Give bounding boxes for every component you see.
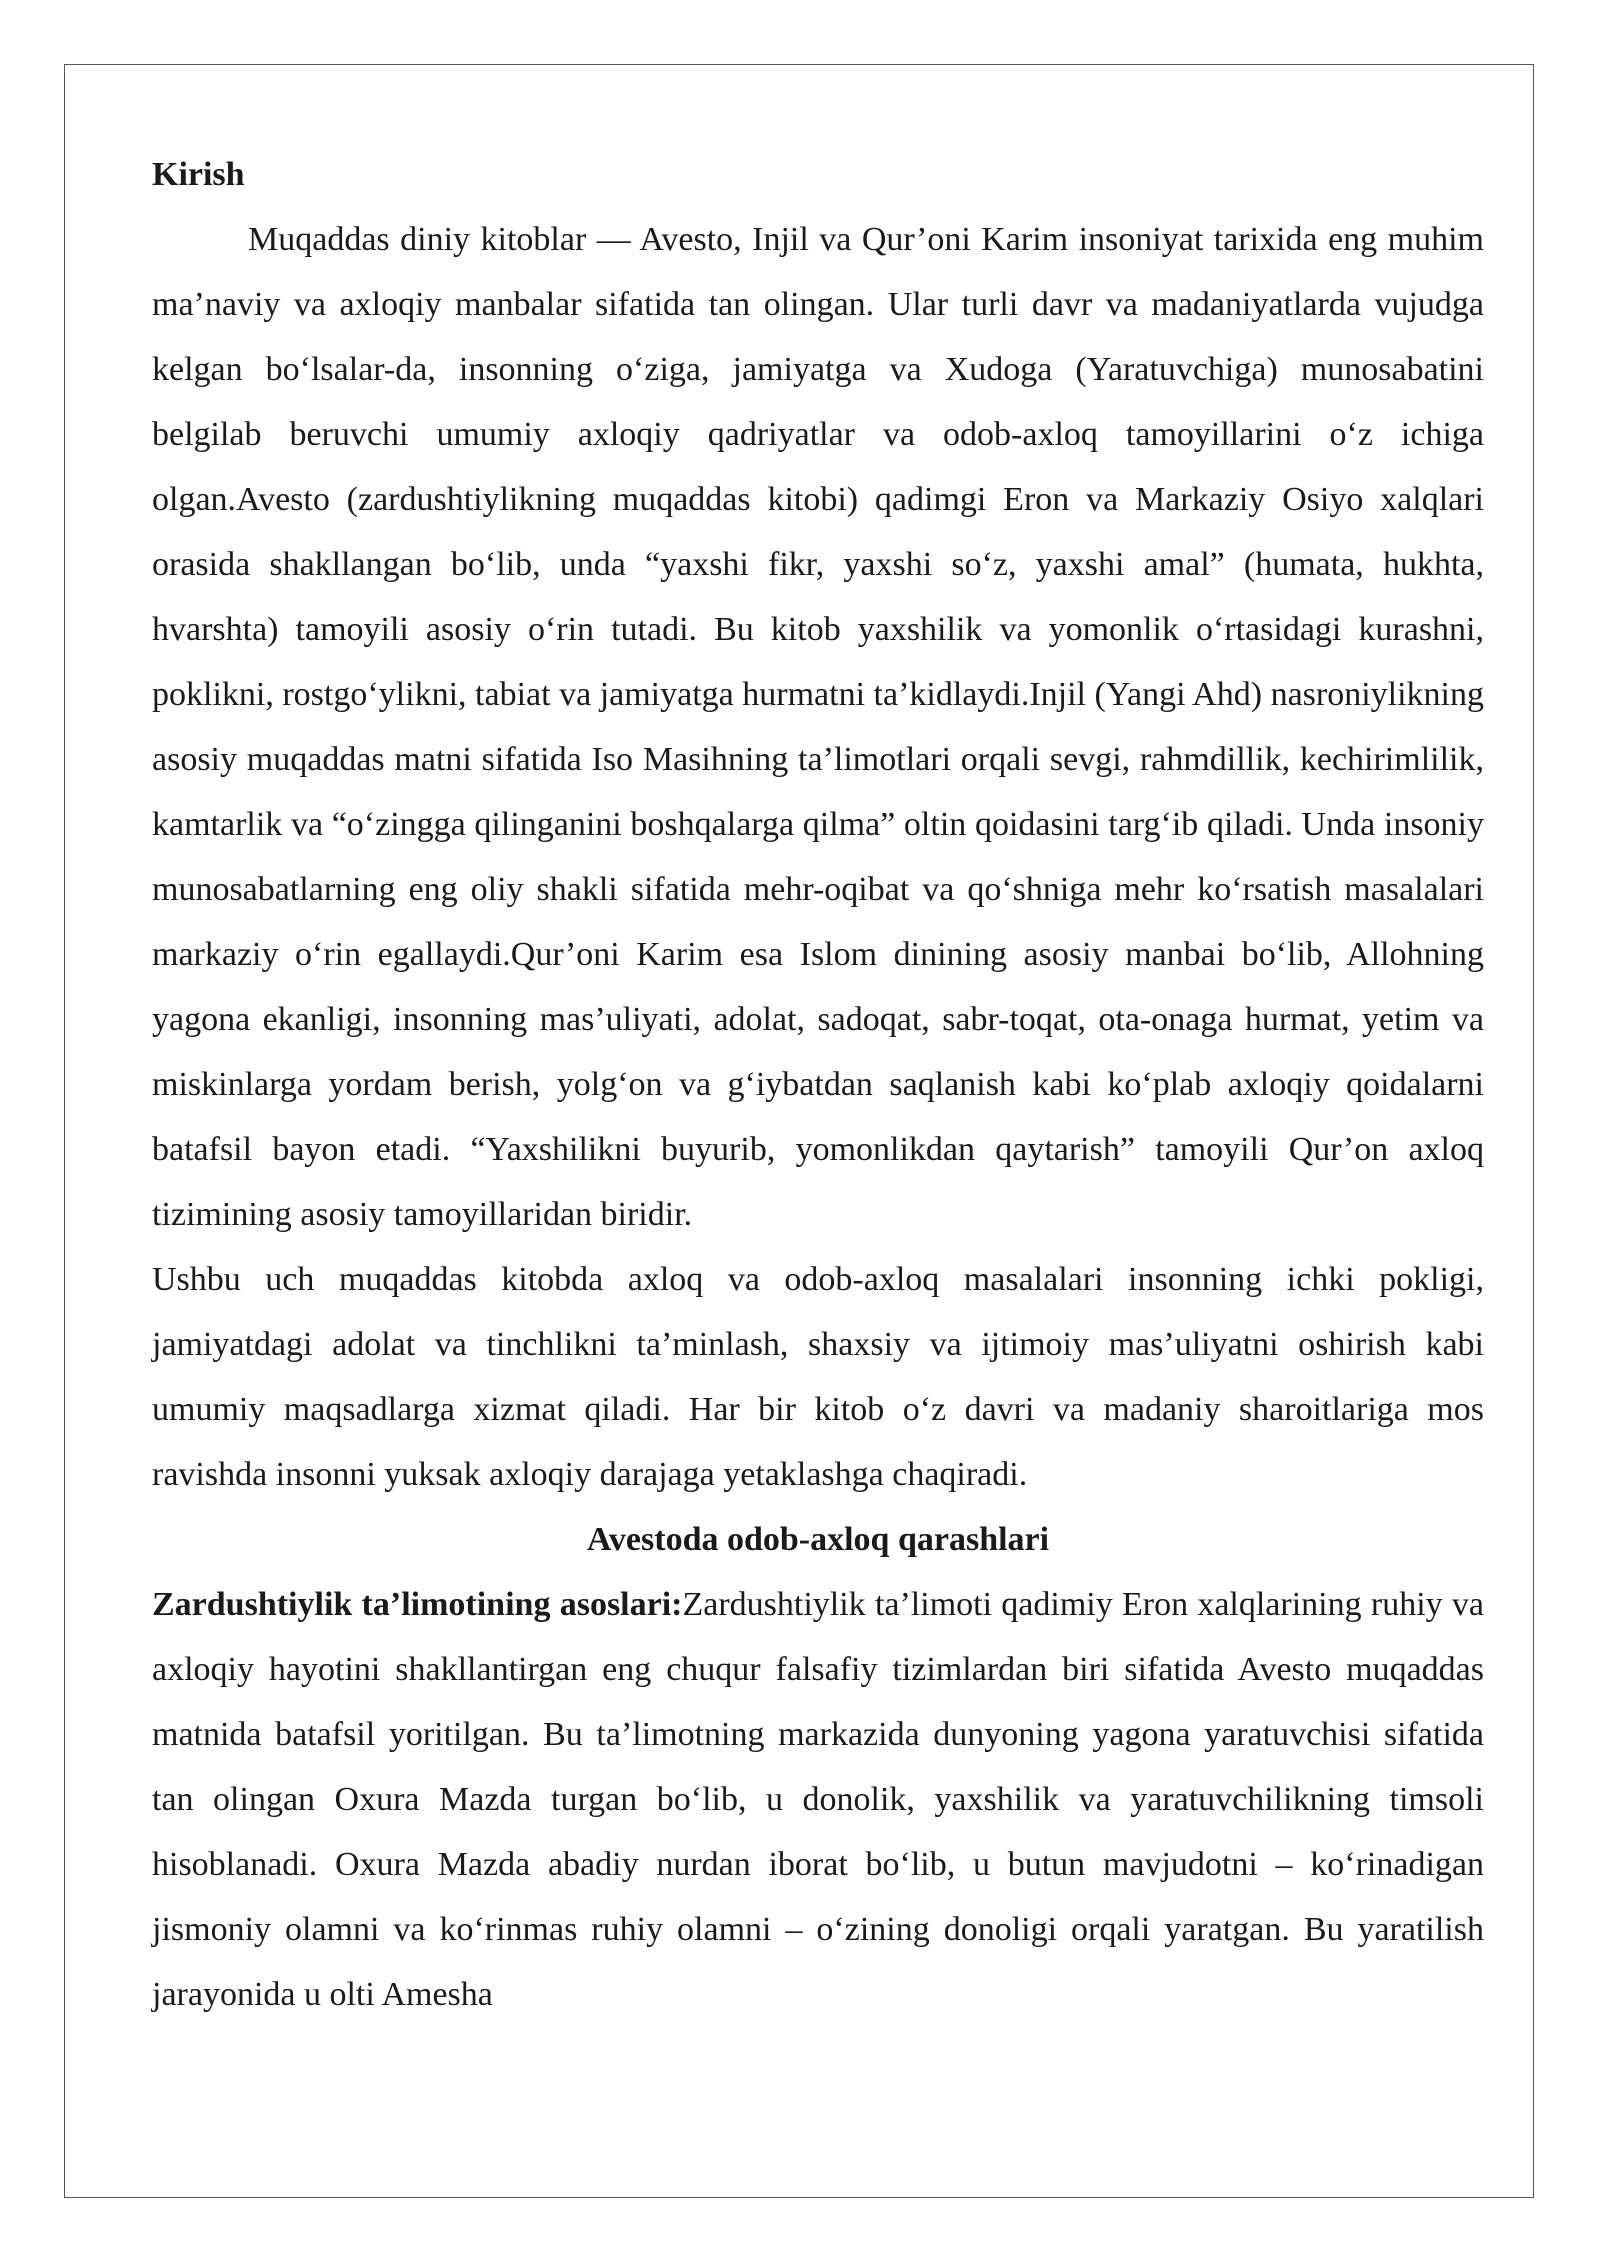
document-body: [152, 142, 1484, 2027]
summary-paragraph: Ushbu uch muqaddas kitobda axloq va odob-axloq masalalari insonning ichki pokligi, jamiyatdagi adolat va tinchlikni ta’minlash, shaxsiy va ijtimoiy mas’uliyatni oshirish kabi umumiy maqsadlarga xizmat qiladi. Har bir kitob o‘z davri va madaniy sharoitlariga mos ravishda insonni yuksak axloqiy darajaga yetaklashga chaqiradi.: [152, 1261, 1484, 1493]
section-paragraph: [152, 1572, 1484, 2027]
intro-paragraph: Muqaddas diniy kitoblar — Avesto, Injil va Qur’oni Karim insoniyat tarixida eng muhim ma’naviy va axloqiy manbalar sifatida tan olingan. Ular turli davr va madaniyatlarda vujudga kelgan bo‘lsalar-da, insonning o‘ziga, jamiyatga va Xudoga (Yaratuvchiga) munosabatini belgilab beruvchi umumiy axloqiy qadriyatlar va odob-axloq tamoyillarini o‘z ichiga olgan.Avesto (zardushtiylikning muqaddas kitobi) qadimgi Eron va Markaziy Osiyo xalqlari orasida shakllangan bo‘lib, unda “yaxshi fikr, yaxshi so‘z, yaxshi amal” (humata, hukhta, hvarshta) tamoyili asosiy o‘rin tutadi. Bu kitob yaxshilik va yomonlik o‘rtasidagi kurashni, poklikni, rostgo‘ylikni, tabiat va jamiyatga hurmatni ta’kidlaydi.Injil (Yangi Ahd) nasroniylikning asosiy muqaddas matni sifatida Iso Masihning ta’limotlari orqali sevgi, rahmdillik, kechirimlilik, kamtarlik va “o‘zingga qilinganini boshqalarga qilma” oltin qoidasini targ‘ib qiladi. Unda insoniy munosabatlarning eng oliy shakli sifatida mehr-oqibat va qo‘shniga mehr ko‘rsatish masalalari markaziy o‘rin egallaydi.Qur’oni Karim esa Islom dinining asosiy manbai bo‘lib, Allohning yagona ekanligi, insonning mas’uliyati, adolat, sadoqat, sabr-toqat, ota-onaga hurmat, yetim va miskinlarga yordam berish, yolg‘on va g‘iybatdan saqlanish kabi ko‘plab axloqiy qoidalarni batafsil bayon etadi. “Yaxshilikni buyurib, yomonlikdan qaytarish” tamoyili Qur’on axloq tizimining asosiy tamoyillaridan biridir.: [152, 221, 1484, 1233]
section-heading: Avestoda odob-axloq qarashlari: [586, 1521, 1050, 1558]
section-lead: Zardushtiylik ta’limotining asoslari:: [152, 1586, 683, 1623]
intro-heading: Kirish: [152, 156, 245, 193]
section-body: Zardushtiylik ta’limoti qadimiy Eron xalqlarining ruhiy va axloqiy hayotini shakllantirgan eng chuqur falsafiy tizimlardan biri sifatida Avesto muqaddas matnida batafsil yoritilgan. Bu ta’limotning markazida dunyoning yagona yaratuvchisi sifatida tan olingan Oxura Mazda turgan bo‘lib, u donolik, yaxshilik va yaratuvchilikning timsoli hisoblanadi. Oxura Mazda abadiy nurdan iborat bo‘lib, u butun mavjudotni – ko‘rinadigan jismoniy olamni va ko‘rinmas ruhiy olamni – o‘zining donoligi orqali yaratgan. Bu yaratilish jarayonida u olti Amesha: [152, 1586, 1484, 2013]
